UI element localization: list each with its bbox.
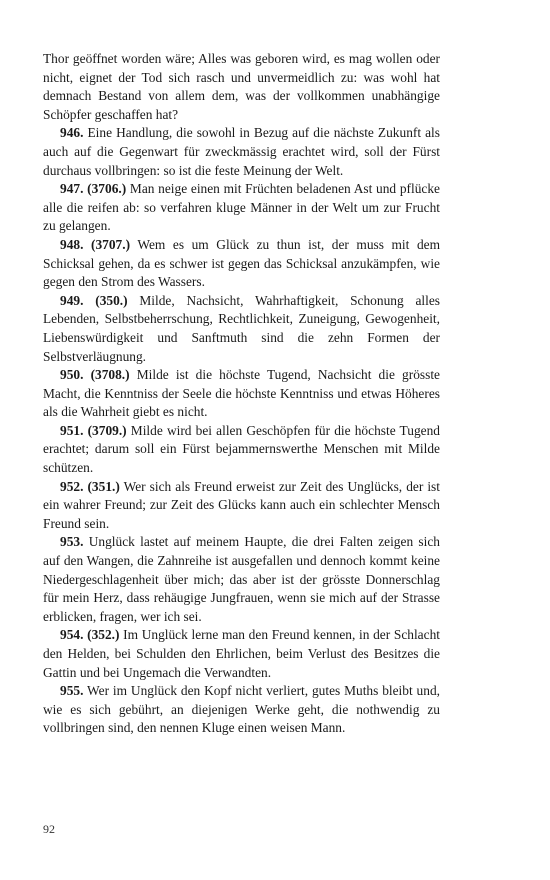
entry-text: Unglück lastet auf meinem Haupte, die drei Falten zeigen sich auf den Wangen, die Zahnreihe ist ausgefallen und dennoch kommt keine Niedergeschlagenheit über mich; das aber ist der grösste Donnerschlag für mein Herz, dass rehäugige Jungfrauen, wenn sie mich auf der Strasse erblicken, fragen, wer ich sei. <box>43 534 440 624</box>
entry-950 <box>43 366 440 422</box>
entry-952 <box>43 478 440 534</box>
entry-number: 954. (352.) <box>60 627 120 643</box>
entry-number: 951. (3709.) <box>60 422 127 438</box>
entry-text: Im Unglück lerne man den Freund kennen, in der Schlacht den Helden, bei Schulden den Ehrlichen, beim Verlust des Besitzes die Gattin und bei Ungemach die Verwandten. <box>43 627 440 680</box>
entry-number: 955. <box>60 683 84 699</box>
entry-number: 950. (3708.) <box>60 367 130 383</box>
entry-text: Eine Handlung, die sowohl in Bezug auf die nächste Zukunft als auch auf die Gegenwart für zweckmässig erachtet wird, soll der Fürst durchaus vollbringen: so ist die feste Meinung der Welt. <box>43 125 440 178</box>
entry-text: Man neige einen mit Früchten beladenen Ast und pflücke alle die reifen ab: so verfahren kluge Männer in der Welt um zur Frucht zu gelangen. <box>43 181 440 234</box>
entry-948 <box>43 236 440 292</box>
entry-number: 947. (3706.) <box>60 181 127 197</box>
entry-number: 946. <box>60 125 84 141</box>
entry-949 <box>43 292 440 366</box>
page-text <box>43 50 440 738</box>
entry-text: Wem es um Glück zu thun ist, der muss mit dem Schicksal gehen, da es schwer ist gegen das Schicksal anzukämpfen, wie gegen den Strom des Wassers. <box>43 236 440 290</box>
entry-text: Milde, Nachsicht, Wahrhaftigkeit, Schonung alles Lebenden, Selbstbeherrschung, Rechtlichkeit, Zuneigung, Gewogenheit, Liebenswürdigkeit und Sanftmuth sind die zehn Formen der Selbstverläugnung. <box>43 292 440 364</box>
entry-946 <box>43 124 440 180</box>
entry-number: 948. (3707.) <box>60 236 131 252</box>
entry-953 <box>43 533 440 626</box>
entry-text: Wer im Unglück den Kopf nicht verliert, gutes Muths bleibt und, wie es sich gebührt, an diejenigen Werke geht, die nothwendig zu vollbringen sind, den nennen Kluge einen weisen Mann. <box>43 683 440 736</box>
entry-947 <box>43 180 440 236</box>
entry-number: 953. <box>60 534 84 550</box>
entry-number: 949. (350.) <box>60 292 128 308</box>
entry-text: Milde wird bei allen Geschöpfen für die höchste Tugend erachtet; darum soll ein Fürst bejammernswerthe Menschen mit Milde schützen. <box>43 422 440 476</box>
entry-955 <box>43 682 440 738</box>
continuation-paragraph: Thor geöffnet worden wäre; Alles was geboren wird, es mag wollen oder nicht, eignet der Tod sich rasch und unvermeidlich zu: was wohl hat demnach Bestand von allem dem, was der vollkommen unabhängige Schöpfer geschaffen hat? <box>43 51 440 122</box>
entry-954 <box>43 626 440 682</box>
entry-text: Milde ist die höchste Tugend, Nachsicht die grösste Macht, die Kenntniss der Seele die höchste Kenntniss und etwas Höheres als die Wahrheit giebt es nicht. <box>43 367 440 420</box>
entry-text: Wer sich als Freund erweist zur Zeit des Unglücks, der ist ein wahrer Freund; zur Zeit des Glücks kann auch ein schlechter Mensch Freund sein. <box>43 478 440 531</box>
entry-951 <box>43 422 440 478</box>
entry-number: 952. (351.) <box>60 478 120 494</box>
page-number: 92 <box>43 822 55 836</box>
